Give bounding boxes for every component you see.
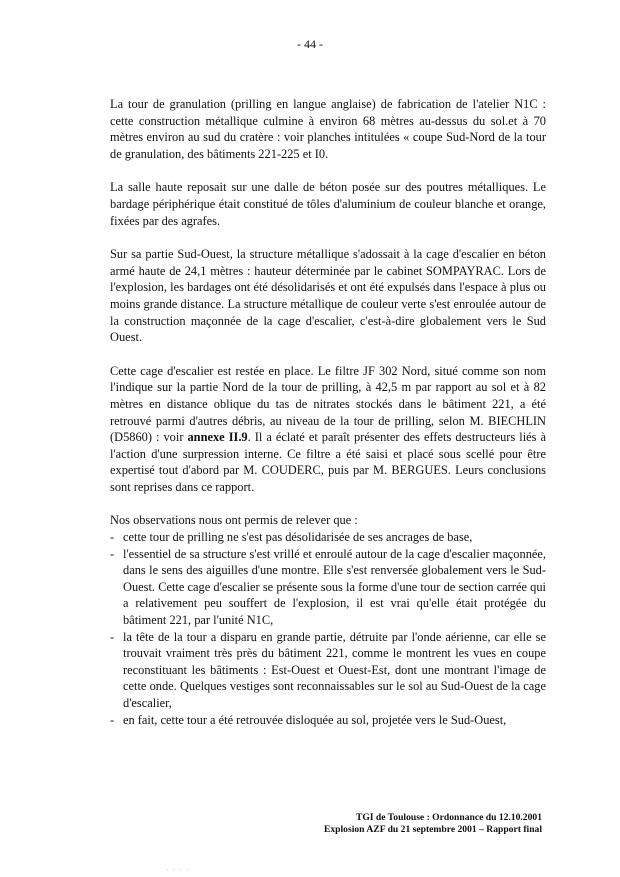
paragraph-text-start: Cette cage d'escalier est restée en place. Le filtre JF 302 Nord, situé comme son nom l'indique sur la partie Nord de la tour de prilling, à 42,5 m par rapport au sol et à 82 mètres en distance oblique du tas de nitrates stockés dans le bâtiment 221, a été retrouvé parmi d'autres débris, au niveau de la tour de prilling, selon M. BIECHLIN (D5860) : voir: [110, 363, 546, 445]
observations-intro: Nos observations nous ont permis de relever que :: [110, 513, 358, 528]
page-footer: [324, 812, 542, 836]
paragraph-staircase-filter: [110, 363, 546, 496]
scan-artifact: · · · ·: [166, 866, 190, 875]
paragraph-prilling-tower: La tour de granulation (prilling en langue anglaise) de fabrication de l'atelier N1C : cette construction métallique culmine à environ 68 mètres au-dessus du sol.et à 70 mètres environ au sud du cratère : voir planches intitulées « coupe Sud-Nord de la tour de granulation, des bâtiments 221-225 et I0.: [110, 97, 546, 161]
list-item: - cette tour de prilling ne s'est pas désolidarisée de ses ancrages de base,: [110, 529, 546, 546]
paragraph-text-end: . Il a éclaté et paraît présenter des effets destructeurs liés à l'action d'une surpression interne. Ce filtre a été saisi et placé sous scellé pour être expertisé tout d'abord par M. COUDERC, puis par M. BERGUES. Leurs conclusions sont reprises dans ce rapport.: [110, 430, 546, 494]
document-body: [110, 96, 546, 728]
list-item: - la tête de la tour a disparu en grande partie, détruite par l'onde aérienne, car elle se trouvait vraiment très près du bâtiment 221, comme le montrent les vues en coupe reconstituant les bâtiments : Est-Ouest et Ouest-Est, dont une montrant l'image de cette onde. Quelques vestiges sont reconnaissables sur le sol au Sud-Ouest de la cage d'escalier,: [110, 629, 546, 712]
footer-line-court: TGI de Toulouse : Ordonnance du 12.10.2001: [355, 812, 542, 823]
paragraph-southwest-structure: Sur sa partie Sud-Ouest, la structure métallique s'adossait à la cage d'escalier en béton armé haute de 24,1 mètres : hauteur déterminée par le cabinet SOMPAYRAC. Lors de l'explosion, les bardages ont été désolidarisés et ont été expulsés dans l'espace à plus ou moins grande distance. La structure métallique de couleur verte s'est enroulée autour de la construction maçonnée de la cage d'escalier, c'est-à-dire globalement vers le Sud Ouest.: [110, 247, 546, 345]
page-number: - 44 -: [297, 37, 323, 51]
paragraph-upper-room: La salle haute reposait sur une dalle de béton posée sur des poutres métalliques. Le bardage périphérique était constitué de tôles d'aluminium de couleur blanche et orange, fixées par des agrafes.: [110, 180, 546, 228]
list-item: - l'essentiel de sa structure s'est vrillé et enroulé autour de la cage d'escalier maçonnée, dans le sens des aiguilles d'une montre. Elle s'est renversée globalement vers le Sud-Ouest. Cette cage d'escalier se présente sous la forme d'une tour de section carrée qui a relativement peu souffert de l'explosion, il est vrai qu'elle était protégée du bâtiment 221, par l'unité N1C,: [110, 546, 546, 629]
observations-list: [110, 529, 546, 728]
footer-line-report: Explosion AZF du 21 septembre 2001 – Rapport final: [323, 824, 542, 835]
list-item: - en fait, cette tour a été retrouvée disloquée au sol, projetée vers le Sud-Ouest,: [110, 712, 546, 729]
annex-reference: annexe II.9: [187, 430, 248, 445]
